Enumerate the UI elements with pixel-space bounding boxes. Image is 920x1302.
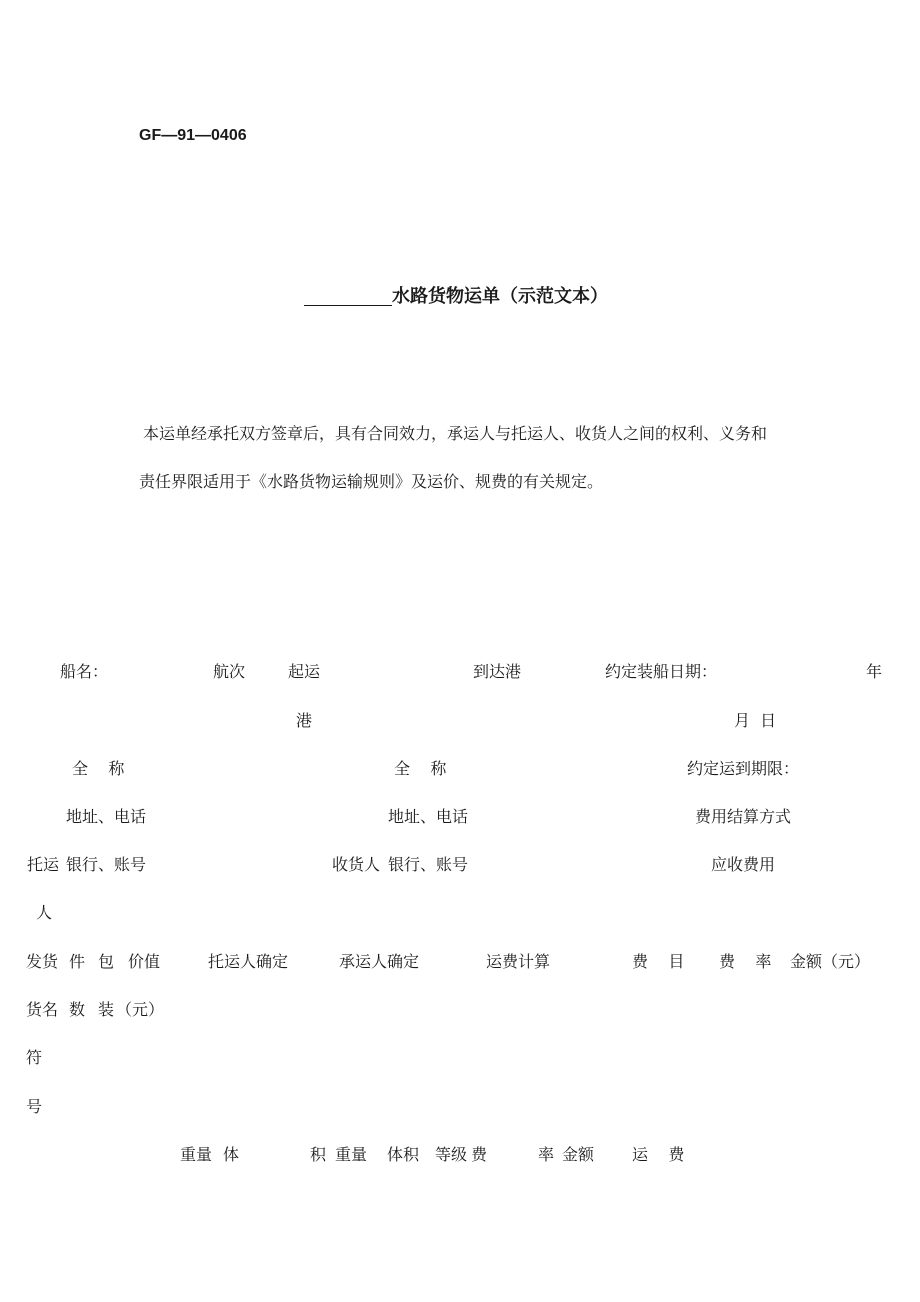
packing-label-1: 包 — [98, 952, 115, 971]
shipper-address-label: 地址、电话 — [66, 807, 147, 826]
pieces-label-2: 数 — [69, 1000, 86, 1019]
departure-port-label-2: 港 — [296, 711, 313, 730]
packing-label-2: 装 — [98, 1000, 115, 1019]
volume-label-1b: 积 — [310, 1145, 327, 1164]
value-label-2: （元） — [116, 1000, 165, 1019]
shipper-full-name-label: 全 称 — [72, 759, 125, 778]
intro-line-2: 责任界限适用于《水路货物运输规则》及运价、规费的有关规定。 — [139, 472, 604, 491]
freight-label: 运 费 — [632, 1145, 685, 1164]
title-text: 水路货物运单（示范文本） — [392, 286, 608, 307]
delivery-deadline-label: 约定运到期限： — [687, 759, 800, 778]
ship-name-label: 船名： — [60, 662, 109, 681]
volume-label-1a: 体 — [223, 1145, 240, 1164]
goods-name-label: 货名 — [26, 1000, 59, 1019]
consignee-bank-label: 银行、账号 — [388, 855, 469, 874]
departure-port-label: 起运 — [288, 662, 321, 681]
shipper-confirm-label: 托运人确定 — [208, 952, 289, 971]
grade-label: 等级 — [435, 1145, 468, 1164]
value-label-1: 价值 — [128, 952, 161, 971]
shipper-label-2: 人 — [36, 903, 53, 922]
document-title — [304, 287, 608, 307]
shipper-label: 托运 — [27, 855, 60, 874]
mark-label-1: 发货 — [26, 952, 59, 971]
loading-date-label: 约定装船日期： — [605, 662, 718, 681]
pieces-label-1: 件 — [69, 952, 86, 971]
consignee-address-label: 地址、电话 — [388, 807, 469, 826]
shipper-bank-label: 银行、账号 — [66, 855, 147, 874]
document-code: GF—91—0406 — [139, 127, 247, 144]
consignee-full-name-label: 全 称 — [394, 759, 447, 778]
year-label: 年 — [866, 662, 883, 681]
rate-label-a: 费 — [471, 1145, 488, 1164]
weight-label-1: 重量 — [180, 1145, 213, 1164]
title-blank-line[interactable] — [304, 289, 392, 306]
amount-label: 金额（元） — [790, 952, 871, 971]
voyage-label: 航次 — [213, 662, 246, 681]
receivable-label: 应收费用 — [711, 855, 776, 874]
freight-calc-label: 运费计算 — [486, 952, 551, 971]
arrival-port-label: 到达港 — [473, 662, 522, 681]
carrier-confirm-label: 承运人确定 — [339, 952, 420, 971]
month-day-label: 月 日 — [734, 711, 777, 730]
rate-label-b: 率 — [538, 1145, 555, 1164]
volume-label-2: 体积 — [387, 1145, 420, 1164]
mark-label-3: 号 — [26, 1097, 43, 1116]
intro-line-1: 本运单经承托双方签章后，具有合同效力，承运人与托运人、收货人之间的权利、义务和 — [143, 424, 768, 443]
fee-item-label: 费 目 — [632, 952, 685, 971]
fee-rate-label: 费 率 — [719, 952, 772, 971]
sub-amount-label: 金额 — [562, 1145, 595, 1164]
consignee-label: 收货人 — [332, 855, 381, 874]
weight-label-2: 重量 — [335, 1145, 368, 1164]
settlement-label: 费用结算方式 — [695, 807, 792, 826]
mark-label-2: 符 — [26, 1048, 43, 1067]
